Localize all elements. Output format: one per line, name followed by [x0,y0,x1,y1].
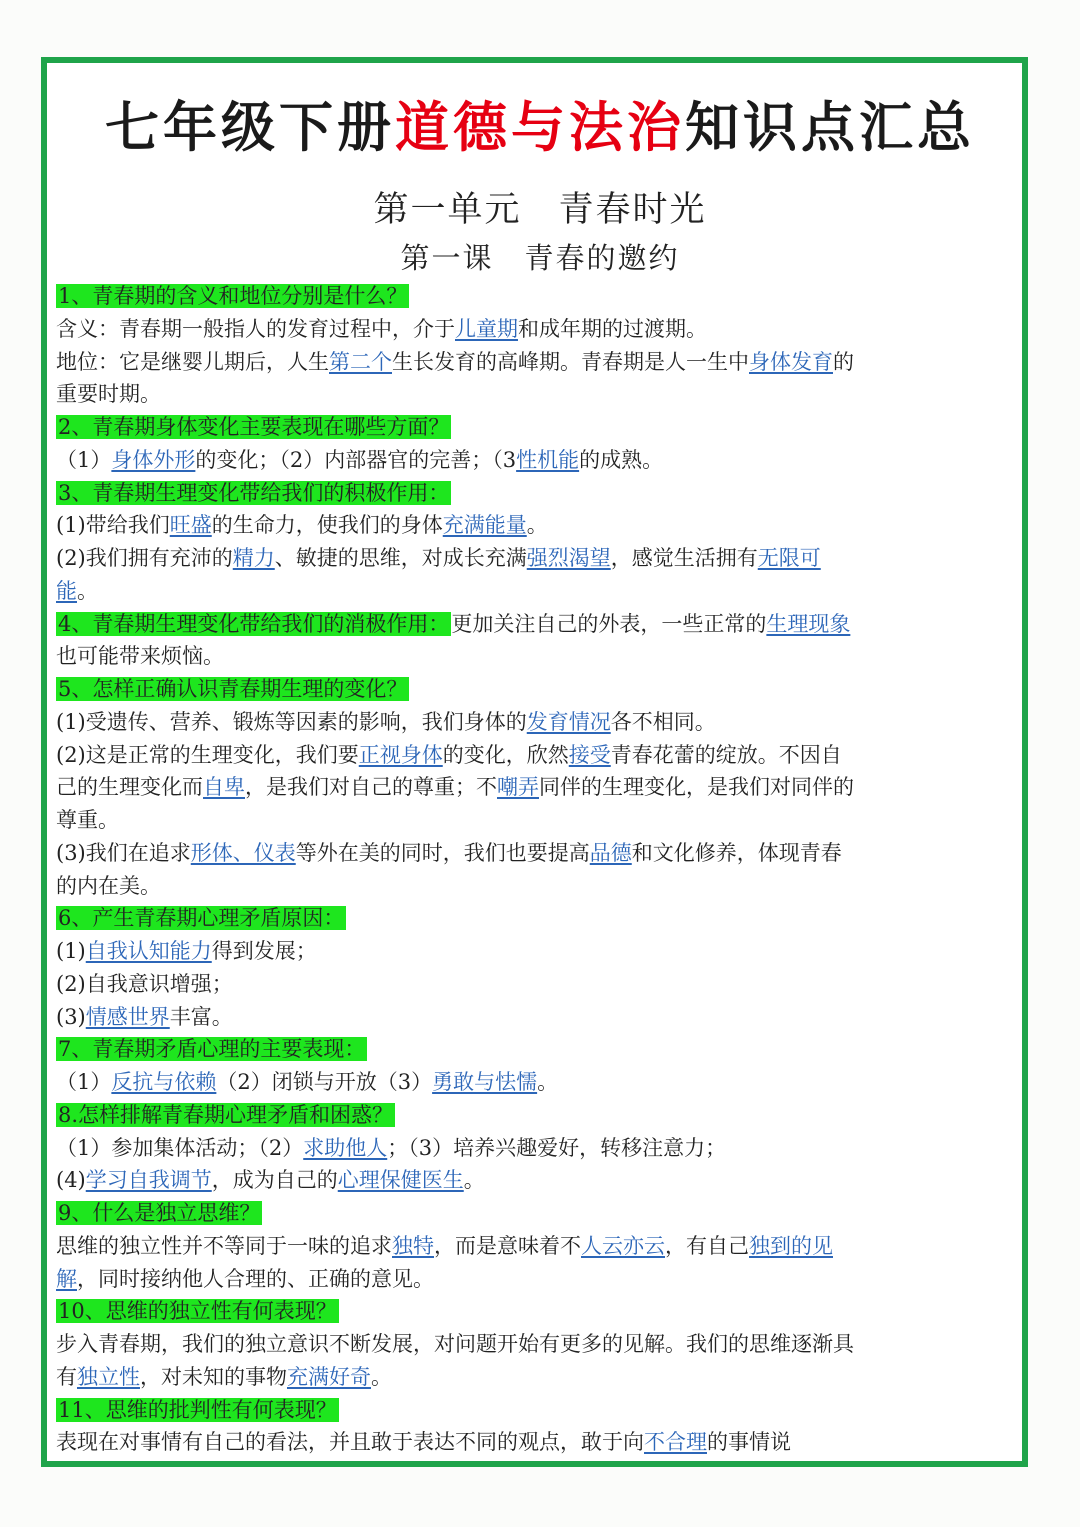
body-text: 生长发育的高峰期。青春期是人一生中 [392,349,749,374]
body-text: (2)这是正常的生理变化，我们要 [56,742,359,767]
body-text: 的变化；（2）内部器官的完善；（3 [195,447,517,472]
text-line [56,280,1020,313]
unit-heading: 第一单元 青春时光 [373,190,707,230]
body-text: (1)带给我们 [56,513,170,538]
body-text: 更加关注自己的外表，一些正常的 [451,611,767,636]
body-text: 也可能带来烦恼。 [56,644,224,669]
body-text: （1） [56,447,112,472]
keyword: 性机能 [516,447,580,472]
body-text: ；（3）培养兴趣爱好，转移注意力； [387,1135,727,1160]
question-heading: 11、思维的批判性有何表现？ [58,1397,337,1422]
keyword: 精力 [232,546,275,570]
body-text: ，同时接纳他人合理的、正确的意见。 [77,1266,434,1291]
text-line [56,313,1020,346]
text-line [56,444,1020,477]
keyword: 反抗与依赖 [111,1070,217,1094]
text-line [56,575,1020,608]
page-title [0,96,1080,160]
keyword: 生理现象 [766,611,851,636]
keyword: 学习自我调节 [85,1168,212,1193]
body-text: 。 [463,1168,485,1193]
body-text: 思维的独立性并不等同于一味的追求 [56,1233,392,1258]
body-text: 、敏捷的思维，对成长充满 [274,546,527,570]
keyword: 人云亦云 [581,1233,665,1258]
body-text: (1)受遗传、营养、锻炼等因素的影响，我们身体的 [56,709,527,734]
question-heading: 1、青春期的含义和地位分别是什么？ [58,284,408,308]
body-text: （1） [56,1070,112,1094]
keyword: 求助他人 [303,1135,388,1160]
body-text: 等外在美的同时，我们也要提高 [295,840,590,865]
keyword: 能 [56,578,77,603]
keyword: 解 [56,1266,77,1291]
text-line [56,1361,1020,1394]
text-line [56,608,1020,641]
text-line [56,1001,1020,1034]
body-text: ，成为自己的 [211,1168,338,1193]
body-text: ，感觉生活拥有 [610,546,758,570]
body-text: 地位：它是继婴儿期后，人生 [56,349,329,374]
text-line [56,837,1020,870]
keyword: 正视身体 [358,742,443,767]
keyword: 强烈渴望 [526,546,611,570]
body-text: 。 [371,1364,392,1389]
text-line [56,509,1020,542]
title-suffix: 知识点汇总 [685,96,975,159]
keyword: 品德 [589,840,632,865]
text-line [56,706,1020,739]
title-prefix: 七年级下册 [105,96,395,159]
body-text: 和成年期的过渡期。 [518,316,707,341]
text-line [56,1164,1020,1197]
text-line [56,1230,1020,1263]
body-text: 的成熟。 [579,447,664,472]
body-text: 的变化，欣然 [442,742,569,767]
body-text: 含义：青春期一般指人的发育过程中，介于 [56,316,455,341]
question-heading: 10、思维的独立性有何表现？ [58,1299,337,1324]
question-heading: 5、怎样正确认识青春期生理的变化？ [58,677,408,701]
body-text: 。 [526,513,548,538]
keyword: 旺盛 [169,513,212,538]
body-text: 己的生理变化而 [56,775,203,800]
body-text: (1) [56,939,86,963]
body-text: 和文化修养，体现青春 [631,840,842,865]
body-text: 的内在美。 [56,873,161,898]
body-text: (2)我们拥有充沛的 [56,546,233,570]
lesson-heading: 第一课 青春的邀约 [400,241,680,275]
body-text: 步入青春期，我们的独立意识不断发展，对问题开始有更多的见解。我们的思维逐渐具 [56,1332,854,1356]
body-text: 尊重。 [56,808,119,832]
text-line [56,477,1020,510]
text-line [56,346,1020,379]
text-line [56,935,1020,968]
text-line [56,1263,1020,1296]
text-line [56,1132,1020,1165]
text-line [56,1099,1020,1132]
keyword: 身体外形 [111,447,196,472]
text-line [56,1033,1020,1066]
body-text: 重要时期。 [56,382,161,407]
question-heading: 4、青春期生理变化带给我们的消极作用： [58,611,450,636]
text-line [56,673,1020,706]
body-text: 表现在对事情有自己的看法，并且敢于表达不同的观点，敢于向 [56,1430,644,1455]
keyword: 独立性 [77,1364,140,1389]
keyword: 接受 [568,742,611,767]
body-text: (2)自我意识增强； [56,971,233,996]
text-line [56,542,1020,575]
body-text: ，有自己 [665,1233,749,1258]
text-line [56,1066,1020,1099]
body-text: 有 [56,1364,77,1389]
body-text: (3) [56,1004,86,1029]
question-heading: 9、什么是独立思维？ [58,1201,261,1225]
body-text: (4) [56,1168,86,1193]
body-text: （2）闭锁与开放（3） [216,1070,433,1094]
keyword: 勇敢与怯懦 [432,1070,538,1094]
title-subject: 道德与法治 [395,96,685,159]
body-text: 丰富。 [169,1004,233,1029]
keyword: 身体发育 [749,349,833,374]
keyword: 第二个 [329,349,392,374]
keyword: 不合理 [644,1430,707,1455]
text-line [56,804,1020,837]
keyword: 情感世界 [85,1004,170,1029]
body-text: ，对未知的事物 [140,1364,287,1389]
question-heading: 6、产生青春期心理矛盾原因： [58,906,345,931]
body-text: 的事情说 [707,1430,791,1455]
text-line [56,739,1020,772]
text-line [56,902,1020,935]
keyword: 嘲弄 [497,775,539,800]
keyword: 自我认知能力 [85,939,212,963]
keyword: 独特 [392,1233,434,1258]
text-line [56,771,1020,804]
body-text: 的生命力，使我们的身体 [211,513,443,538]
question-heading: 3、青春期生理变化带给我们的积极作用： [58,480,450,505]
question-heading: 2、青春期身体变化主要表现在哪些方面？ [58,415,450,439]
keyword: 自卑 [203,775,245,800]
text-line [56,640,1020,673]
body-text: （1）参加集体活动；（2） [56,1135,304,1160]
keyword: 心理保健医生 [337,1168,464,1193]
text-line [56,378,1020,411]
text-line [56,1426,1020,1459]
question-heading: 8.怎样排解青春期心理矛盾和困惑？ [58,1102,394,1127]
text-line [56,1295,1020,1328]
text-line [56,870,1020,903]
keyword: 发育情况 [526,709,611,734]
body-text: 同伴的生理变化，是我们对同伴的 [539,775,854,800]
question-heading: 7、青春期矛盾心理的主要表现： [58,1037,366,1062]
notes-content [56,280,1020,1459]
keyword: 充满能量 [442,513,527,538]
body-text: (3)我们在追求 [56,840,191,865]
body-text: 得到发展； [211,939,317,963]
text-line [56,968,1020,1001]
keyword: 充满好奇 [287,1364,371,1389]
body-text: ，而是意味着不 [434,1233,581,1258]
keyword: 无限可 [757,546,821,570]
body-text: 。 [537,1070,559,1094]
body-text: 的 [833,349,854,374]
body-text: 。 [77,578,98,603]
body-text: ，是我们对自己的尊重；不 [245,775,497,800]
keyword: 形体、仪表 [190,840,296,865]
text-line [56,1328,1020,1361]
text-line [56,411,1020,444]
body-text: 各不相同。 [610,709,716,734]
text-line [56,1197,1020,1230]
body-text: 青春花蕾的绽放。不因自 [610,742,842,767]
text-line [56,1394,1020,1427]
keyword: 独到的见 [749,1233,833,1258]
keyword: 儿童期 [455,316,518,341]
